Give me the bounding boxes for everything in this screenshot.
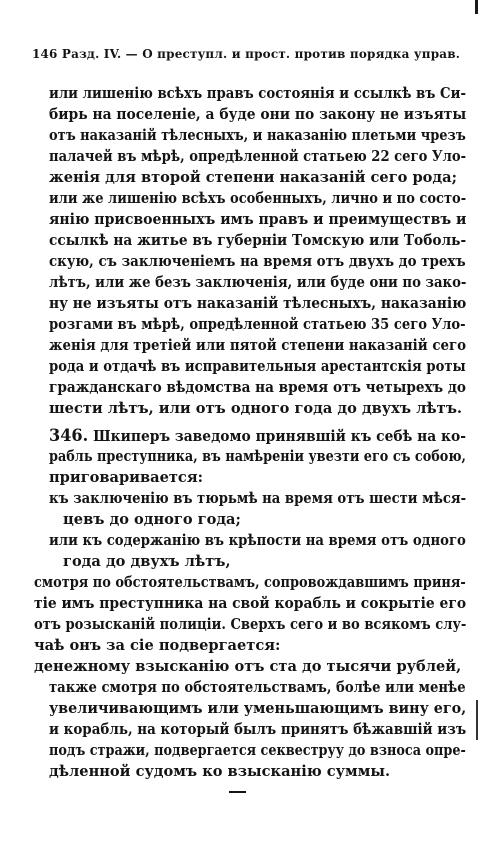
running-title: Разд. IV. — О преступл. и прост. против порядка управ. — [61, 46, 461, 61]
text-line: бирь на поселеніе, а буде они по закону не изъяты — [49, 106, 467, 123]
text-line: розгами въ мѣрѣ, опредѣленной статьею 35 сего Уло- — [49, 316, 466, 333]
text-line: палачей въ мѣрѣ, опредѣленной статьею 22 сего Уло- — [49, 148, 467, 165]
text-line: рода и отдачѣ въ исправительныя арестантскія роты — [49, 358, 466, 375]
article-number: 346. — [49, 426, 89, 446]
text-line: гражданскаго вѣдомства на время отъ четырехъ до — [49, 379, 467, 396]
scan-edge-mark — [475, 0, 478, 14]
text-line: шести лѣтъ, или отъ одного года до двухъ лѣтъ. — [49, 400, 462, 417]
text-line: и корабль, на который былъ принятъ бѣжавшій изъ — [49, 721, 467, 738]
page-number: 146 — [32, 46, 58, 61]
text-line: женія для второй степени наказаній сего рода; — [49, 169, 457, 186]
text-line: или къ содержанію въ крѣпости на время отъ одного — [49, 532, 466, 549]
text-line: года до двухъ лѣтъ, — [63, 553, 231, 570]
text-line: денежному взысканію отъ ста до тысячи рублей, — [34, 658, 462, 675]
text-line: подъ стражи, подвергается секвеструу до взноса опре- — [49, 742, 466, 759]
text-line: скую, съ заключеніемъ на время отъ двухъ до трехъ — [49, 253, 466, 270]
text-line: дѣленной судомъ ко взысканію суммы. — [49, 763, 391, 780]
text-line: ссылкѣ на житье въ губерніи Томскую или Тоболь- — [49, 232, 467, 249]
text-line: отъ наказаній тѣлесныхъ, и наказанію плетьми чрезъ — [49, 127, 466, 144]
text-line: приговаривается: — [49, 469, 203, 486]
text-line: или же лишенію всѣхъ особенныхъ, лично и по состо- — [49, 190, 467, 207]
text-line: также смотря по обстоятельствамъ, болѣе или менѣе — [49, 679, 466, 696]
running-header — [32, 46, 461, 61]
text-line: женія для третіей или пятой степени наказаній сего — [49, 337, 467, 354]
text-line: Шкиперъ заведомо принявшій къ себѣ на ко- — [93, 428, 467, 445]
text-line: ну не изъяты отъ наказаній тѣлесныхъ, наказанію — [49, 295, 467, 312]
text-line: увеличивающимъ или уменьшающимъ вину его, — [49, 700, 467, 717]
text-line: смотря по обстоятельствамъ, сопровождавшимъ приня- — [34, 574, 466, 591]
text-line: отъ розысканій полиціи. Сверхъ сего и во всякомъ слу- — [34, 616, 467, 633]
text-line: или лишенію всѣхъ правъ состоянія и ссылкѣ въ Си- — [49, 85, 466, 102]
text-line: къ заключенію въ тюрьмѣ на время отъ шести мѣся- — [49, 490, 467, 507]
closing-dash — [229, 791, 246, 793]
text-line: янію присвоенныхъ имъ правъ и преимуществъ и — [49, 211, 467, 228]
text-line: цевъ до одного года; — [63, 511, 241, 528]
scan-edge-mark — [476, 700, 478, 740]
text-line: лѣтъ, или же безъ заключенія, или буде они по зако- — [49, 274, 467, 291]
text-line: чаѣ онъ за сіе подвергается: — [34, 637, 281, 654]
text-line: тіе имъ преступника на свой корабль и сокрытіе его — [34, 595, 467, 612]
text-line: рабль преступника, въ намѣреніи увезти его съ собою, — [49, 448, 466, 465]
article-first-line — [49, 427, 466, 446]
